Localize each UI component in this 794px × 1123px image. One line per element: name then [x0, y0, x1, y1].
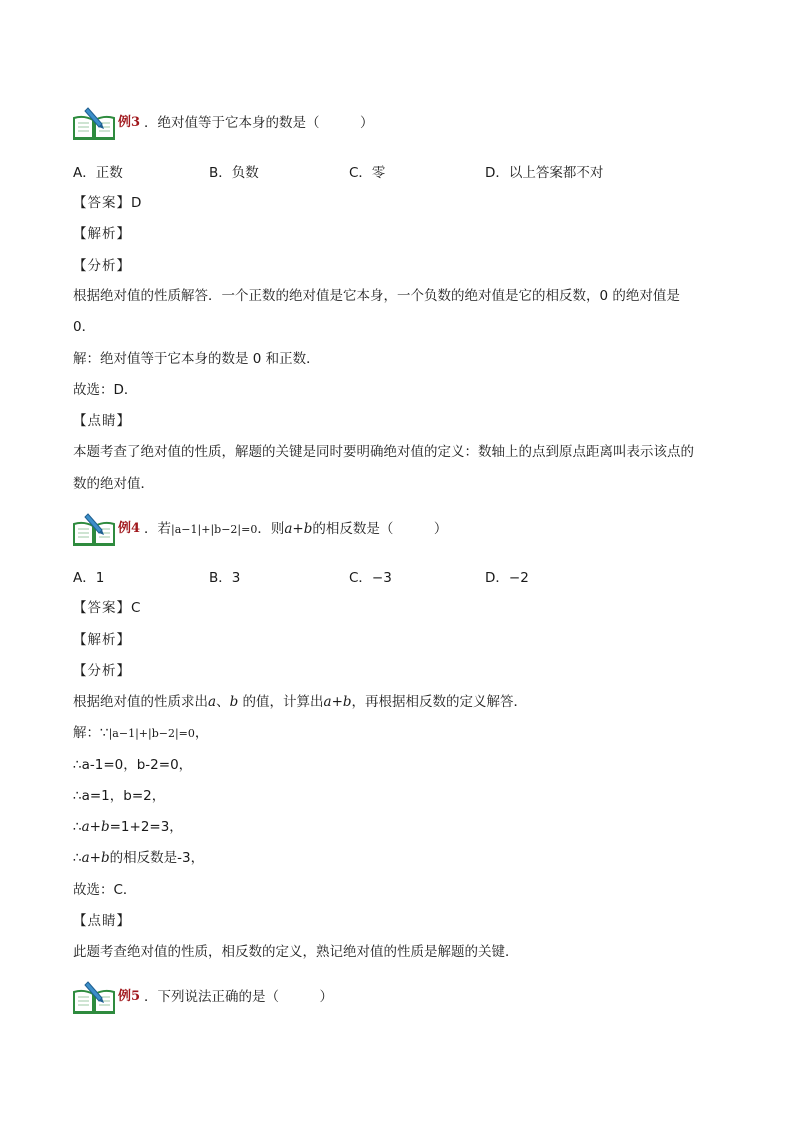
- answer-label: 【答案】D: [73, 195, 143, 211]
- example-4-question: ．若|a−1|+|b−2|=0．则a+b的相反数是（ ）: [144, 521, 448, 537]
- solution-step-5: ∴a+b的相反数是-3，: [73, 850, 205, 866]
- analysis-line-2: 0．: [73, 319, 96, 335]
- example-5-question: ．下列说法正确的是（ ）: [144, 989, 334, 1005]
- example-3-header: [72, 106, 374, 140]
- example-4-options: [73, 568, 723, 588]
- book-pen-icon: [72, 512, 116, 546]
- example-4-header: [72, 512, 447, 546]
- choice-line: 故选：D．: [73, 382, 138, 398]
- comment-line: 此题考查绝对值的性质，相反数的定义，熟记绝对值的性质是解题的关键．: [73, 944, 519, 960]
- dianjing-label: 【点睛】: [73, 913, 131, 929]
- option-c: C．−3: [349, 570, 392, 586]
- option-c: C．零: [349, 165, 386, 181]
- option-b: B．3: [209, 570, 241, 586]
- option-d: D．以上答案都不对: [485, 165, 604, 181]
- book-pen-icon: [72, 106, 116, 140]
- option-a: A．1: [73, 570, 105, 586]
- fenxi-label: 【分析】: [73, 663, 131, 679]
- solution-step-3: ∴a=1，b=2，: [73, 788, 166, 804]
- option-a: A．正数: [73, 165, 123, 181]
- analysis-line-1: 根据绝对值的性质解答．一个正数的绝对值是它本身，一个负数的绝对值是它的相反数，0 的绝对值是: [73, 288, 680, 304]
- solution-line: 解：绝对值等于它本身的数是 0 和正数．: [73, 351, 320, 367]
- comment-line-1: 本题考查了绝对值的性质，解题的关键是同时要明确绝对值的定义：数轴上的点到原点距离叫表示该点的: [73, 444, 694, 460]
- example-5-header: [72, 980, 333, 1014]
- solution-step-4: ∴a+b=1+2=3，: [73, 819, 183, 835]
- choice-line: 故选：C．: [73, 882, 137, 898]
- option-b: B．负数: [209, 165, 259, 181]
- jiexi-label: 【解析】: [73, 226, 131, 242]
- analysis-line: 根据绝对值的性质求出a、b 的值，计算出a+b，再根据相反数的定义解答．: [73, 694, 528, 710]
- dianjing-label: 【点睛】: [73, 413, 131, 429]
- solution-step-1: 解：∵|a−1|+|b−2|=0，: [73, 725, 209, 741]
- example-3-label: 例3: [118, 115, 141, 130]
- option-d: D．−2: [485, 570, 529, 586]
- example-3-question: ．绝对值等于它本身的数是（ ）: [144, 115, 374, 131]
- example-5-label: 例5: [118, 989, 141, 1004]
- answer-label: 【答案】C: [73, 600, 142, 616]
- book-pen-icon: [72, 980, 116, 1014]
- fenxi-label: 【分析】: [73, 258, 131, 274]
- solution-step-2: ∴a-1=0，b-2=0，: [73, 757, 193, 773]
- jiexi-label: 【解析】: [73, 632, 131, 648]
- example-3-options: [73, 163, 723, 183]
- comment-line-2: 数的绝对值．: [73, 476, 154, 492]
- example-4-label: 例4: [118, 521, 141, 536]
